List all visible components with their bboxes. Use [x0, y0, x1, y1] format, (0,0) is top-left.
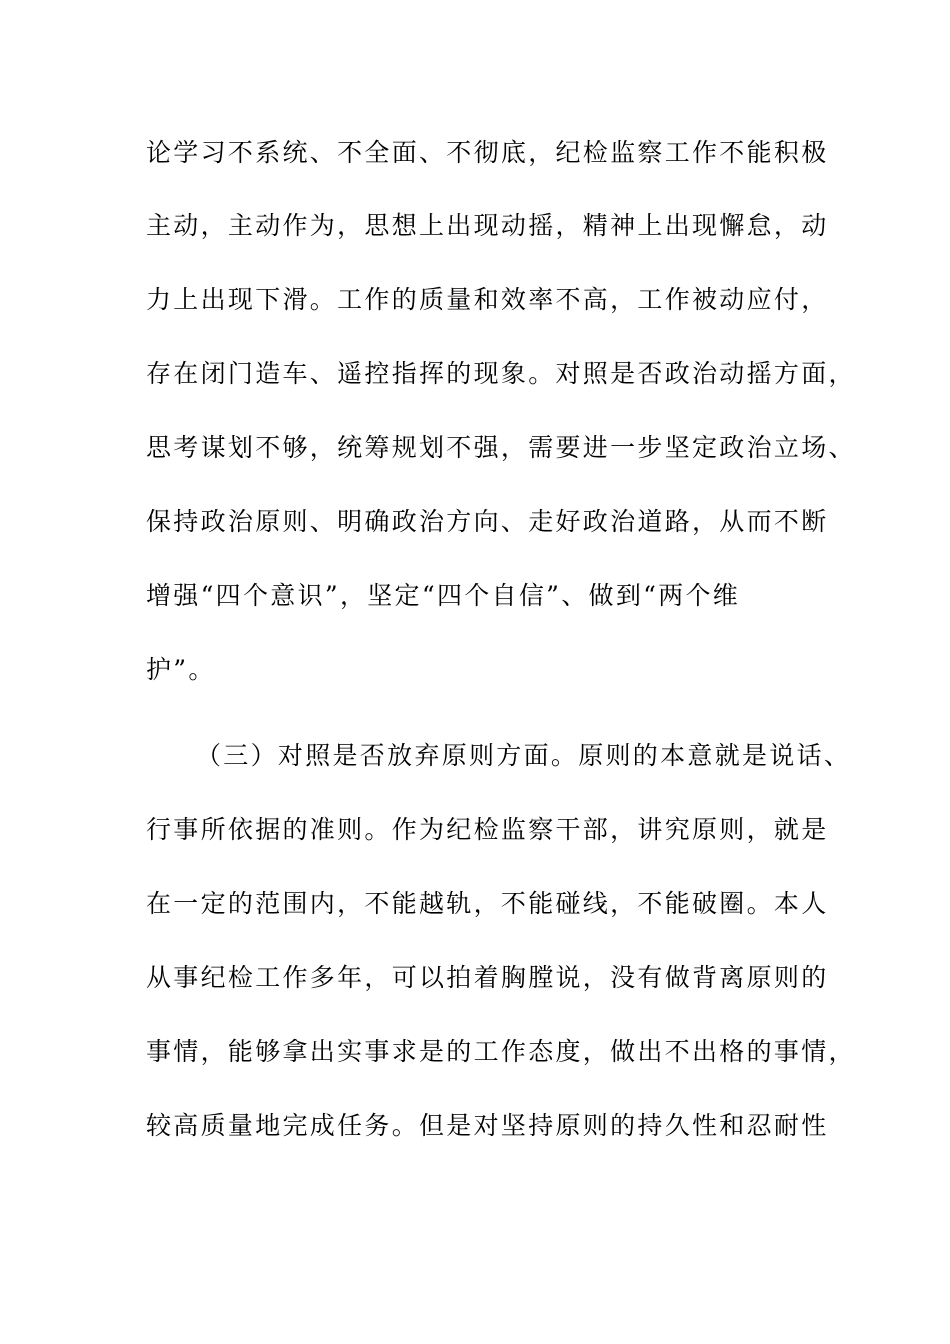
text-line: 论学习不系统、不全面、不彻底，纪检监察工作不能积极 [146, 138, 829, 167]
paragraph-heading-line: （三）对照是否放弃原则方面。原则的本意就是说话、 [196, 741, 852, 770]
text-line: 行事所依据的准则。作为纪检监察干部，讲究原则，就是 [146, 815, 829, 844]
text-line: 事情，能够拿出实事求是的工作态度，做出不出格的事情， [146, 1037, 856, 1066]
text-line: 护”。 [146, 655, 216, 684]
text-line: 思考谋划不够，统筹规划不强，需要进一步坚定政治立场、 [146, 433, 856, 462]
text-line: 在一定的范围内，不能越轨，不能碰线，不能破圈。本人 [146, 889, 829, 918]
text-line: 主动，主动作为，思想上出现动摇，精神上出现懈怠，动 [146, 211, 829, 240]
text-line: 增强“四个意识”，坚定“四个自信”、做到“两个维 [146, 581, 741, 610]
text-line: 保持政治原则、明确政治方向、走好政治道路，从而不断 [146, 507, 829, 536]
text-line: 存在闭门造车、遥控指挥的现象。对照是否政治动摇方面， [146, 359, 856, 388]
text-line: 较高质量地完成任务。但是对坚持原则的持久性和忍耐性 [146, 1111, 829, 1140]
text-line: 从事纪检工作多年，可以拍着胸膛说，没有做背离原则的 [146, 963, 829, 992]
text-line: 力上出现下滑。工作的质量和效率不高，工作被动应付， [146, 285, 829, 314]
